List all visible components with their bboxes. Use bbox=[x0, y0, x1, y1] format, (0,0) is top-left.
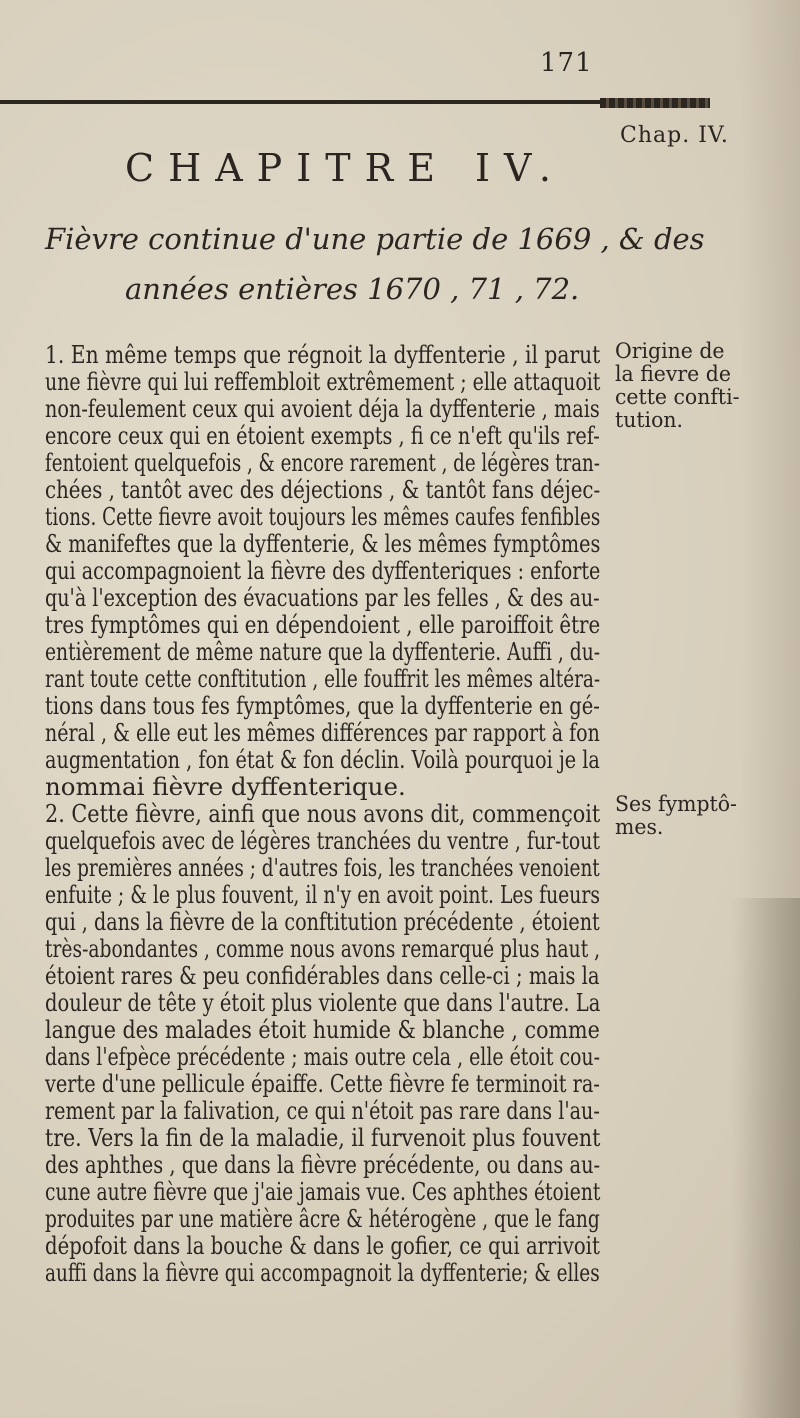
page-corner-shadow bbox=[730, 898, 800, 1418]
text-line: 1. En même temps que régnoit la dyffenterie , il parut bbox=[45, 340, 601, 369]
text-line: non-feulement ceux qui avoient déja la dyffenterie , mais bbox=[45, 394, 600, 423]
text-line: tre. Vers la fin de la maladie, il furvenoit plus fouvent bbox=[45, 1123, 601, 1152]
text-line: augmentation , fon état & fon déclin. Voilà pourquoi je la bbox=[45, 745, 600, 774]
text-line: très-abondantes , comme nous avons remarqué plus haut , bbox=[45, 934, 601, 963]
margin-note-line: Origine de bbox=[615, 339, 725, 363]
chapter-subtitle-line-2: années entières 1670 , 71 , 72. bbox=[125, 272, 580, 306]
text-line: qu'à l'exception des évacuations par les felles , & des au- bbox=[45, 583, 600, 612]
header-ornament-rule bbox=[600, 98, 710, 108]
text-line: verte d'une pellicule épaiffe. Cette fièvre fe terminoit ra- bbox=[45, 1069, 600, 1098]
text-line: rement par la falivation, ce qui n'étoit pas rare dans l'au- bbox=[45, 1096, 600, 1125]
chapter-subtitle-line-1: Fièvre continue d'une partie de 1669 , & des bbox=[45, 222, 705, 256]
margin-note-line: la fievre de bbox=[615, 362, 731, 386]
margin-note-line: tution. bbox=[615, 408, 684, 432]
text-line: qui , dans la fièvre de la conftitution précédente , étoient bbox=[45, 907, 600, 936]
chapter-title: CHAPITRE IV. bbox=[125, 146, 565, 190]
text-line: fentoient quelquefois , & encore rarement , de légères tran- bbox=[45, 448, 600, 477]
page-number: 171 bbox=[540, 48, 593, 78]
text-line: nommai fièvre dyffenterique. bbox=[45, 772, 406, 801]
margin-note-line: mes. bbox=[615, 815, 664, 839]
text-line: langue des malades étoit humide & blanche , comme bbox=[45, 1015, 600, 1044]
text-line: tions. Cette fievre avoit toujours les mêmes caufes fenfibles bbox=[45, 502, 601, 531]
text-line: entièrement de même nature que la dyffenterie. Auffi , du- bbox=[45, 637, 601, 666]
text-line: néral , & elle eut les mêmes différences par rapport à fon bbox=[45, 718, 600, 747]
margin-note-line: Ses fymptô- bbox=[615, 792, 737, 816]
text-line: chées , tantôt avec des déjections , & tantôt fans déjec- bbox=[45, 475, 601, 504]
text-line: tres fymptômes qui en dépendoient , elle paroiffoit être bbox=[45, 610, 601, 639]
text-line: enfuite ; & le plus fouvent, il n'y en avoit point. Les fueurs bbox=[45, 880, 601, 909]
text-line: produites par une matière âcre & hétérogène , que le fang bbox=[45, 1204, 600, 1233]
text-line: quelquefois avec de légères tranchées du ventre , fur-tout bbox=[45, 826, 600, 855]
margin-note-line: cette confti- bbox=[615, 385, 740, 409]
text-line: tions dans tous fes fymptômes, que la dyffenterie en gé- bbox=[45, 691, 600, 720]
text-line: des aphthes , que dans la fièvre précédente, ou dans au- bbox=[45, 1150, 601, 1179]
header-rule bbox=[0, 100, 600, 104]
text-line: rant toute cette conftitution , elle fouffrit les mêmes altéra- bbox=[45, 664, 601, 693]
text-line: une fièvre qui lui reffembloit extrêmement ; elle attaquoit bbox=[45, 367, 601, 396]
margin-note-symptoms bbox=[615, 793, 795, 839]
text-line: & manifeftes que la dyffenterie, & les mêmes fymptômes bbox=[45, 529, 601, 558]
text-line: 2. Cette fièvre, ainfi que nous avons dit, commençoit bbox=[45, 799, 601, 828]
running-head: Chap. IV. bbox=[620, 123, 729, 148]
text-line: dépofoit dans la bouche & dans le gofier, ce qui arrivoit bbox=[45, 1231, 600, 1260]
text-line: douleur de tête y étoit plus violente que dans l'autre. La bbox=[45, 988, 601, 1017]
text-line: étoient rares & peu confidérables dans celle-ci ; mais la bbox=[45, 961, 600, 990]
text-line: auffi dans la fièvre qui accompagnoit la dyffenterie; & elles bbox=[45, 1258, 600, 1287]
margin-note-origin bbox=[615, 340, 795, 432]
text-line: qui accompagnoient la fièvre des dyffenteriques : enforte bbox=[45, 556, 601, 585]
text-line: dans l'efpèce précédente ; mais outre cela , elle étoit cou- bbox=[45, 1042, 600, 1071]
text-line: les premières années ; d'autres fois, les tranchées venoient bbox=[45, 853, 600, 882]
text-line: cune autre fièvre que j'aie jamais vue. Ces aphthes étoient bbox=[45, 1177, 601, 1206]
text-line: encore ceux qui en étoient exempts , fi ce n'eft qu'ils ref- bbox=[45, 421, 600, 450]
